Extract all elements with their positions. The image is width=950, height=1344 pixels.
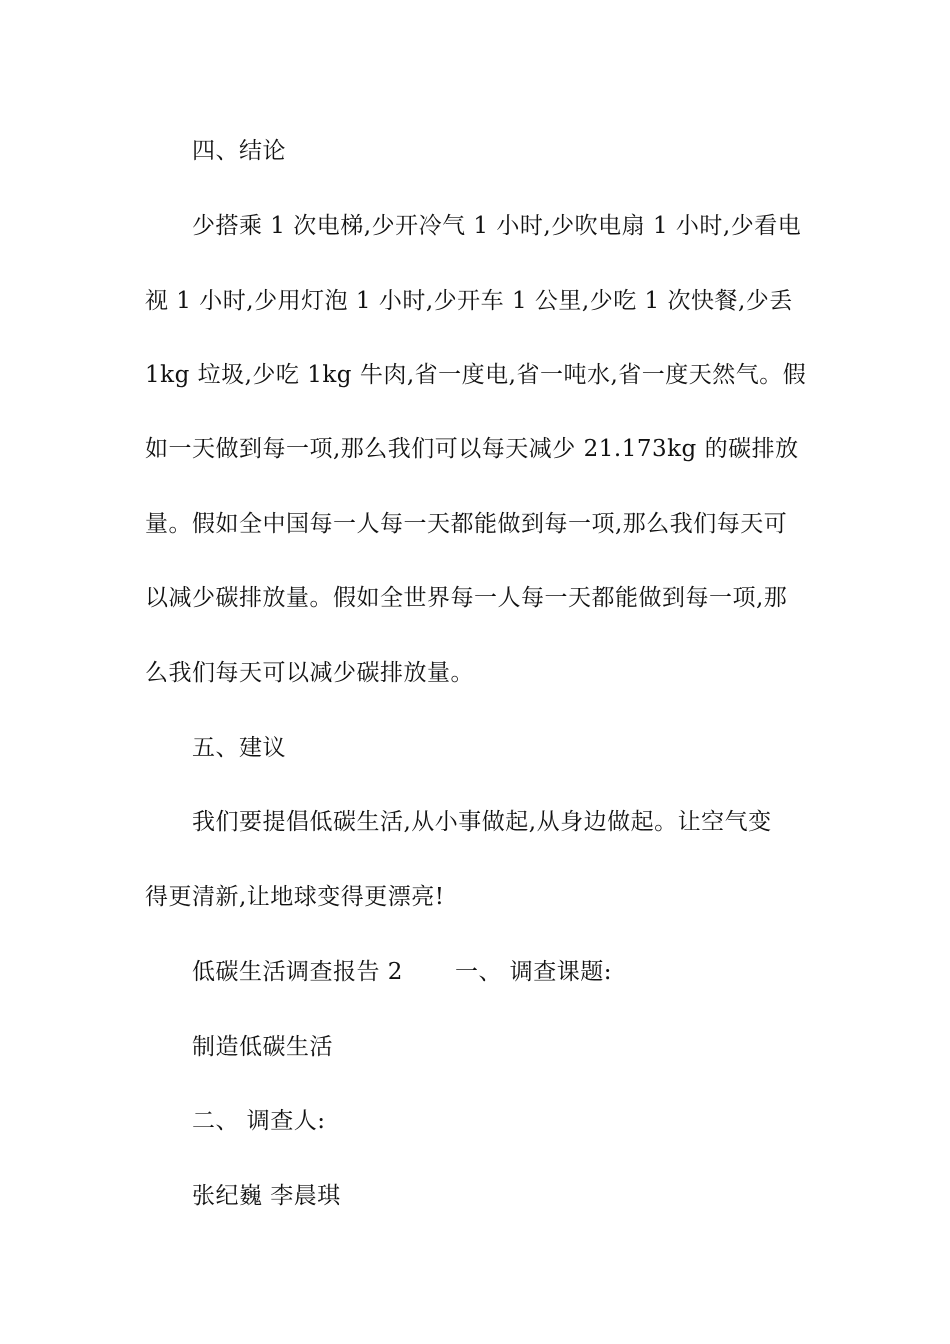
conclusion-line-6: 以减少碳排放量。假如全世界每一人每一天都能做到每一项,那 [145,585,788,611]
conclusion-line-7: 么我们每天可以减少碳排放量。 [145,660,474,686]
conclusion-line-5: 量。假如全中国每一人每一天都能做到每一项,那么我们每天可 [145,511,788,537]
report2-topic: 制造低碳生活 [192,1034,333,1060]
report2-heading-row [192,956,862,988]
report2-people: 张纪巍 李晨琪 [192,1183,341,1209]
report2-title: 低碳生活调查报告 2 [192,959,403,985]
conclusion-line-4: 如一天做到每一项,那么我们可以每天减少 21.173kg 的碳排放 [145,436,799,462]
suggestion-line-2: 得更清新,让地球变得更漂亮! [145,884,445,910]
suggestion-line-1: 我们要提倡低碳生活,从小事做起,从身边做起。让空气变 [192,809,772,835]
conclusion-line-2: 视 1 小时,少用灯泡 1 小时,少开车 1 公里,少吃 1 次快餐,少丢 [145,288,793,314]
conclusion-line-3: 1kg 垃圾,少吃 1kg 牛肉,省一度电,省一吨水,省一度天然气。假 [145,362,807,388]
conclusion-line-1: 少搭乘 1 次电梯,少开冷气 1 小时,少吹电扇 1 小时,少看电 [192,213,802,239]
heading-suggestion: 五、建议 [192,735,286,761]
report2-section1: 一、 调查课题: [454,959,613,985]
report2-section2: 二、 调查人: [192,1108,326,1134]
heading-conclusion: 四、结论 [192,138,286,164]
